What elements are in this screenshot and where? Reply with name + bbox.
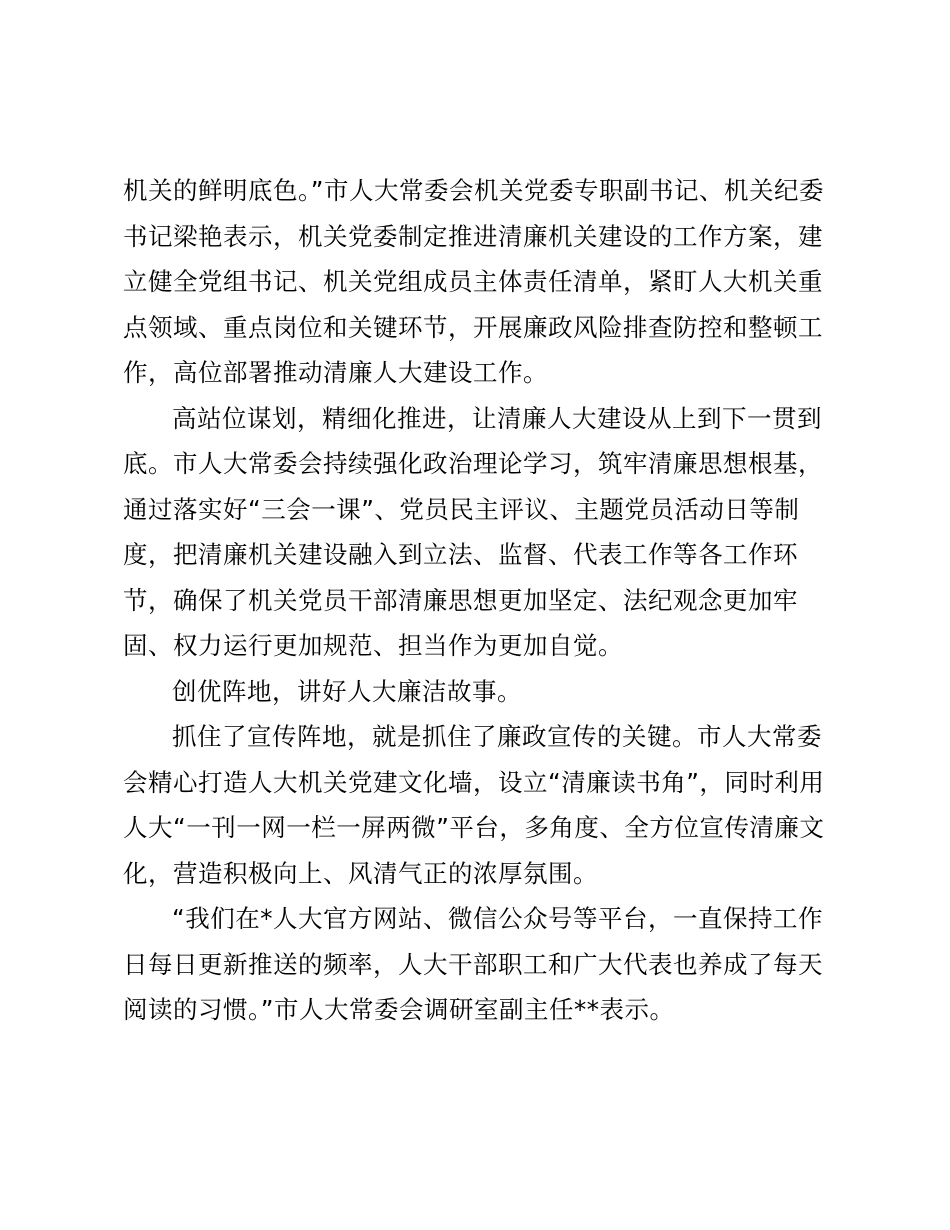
paragraph-line: 高站位谋划，精细化推进，让清廉人大建设从上到下一贯到 [172,403,822,433]
paragraph-line: “我们在*人大官方网站、微信公众号等平台，一直保持工作 [172,904,823,933]
paragraph-line: 日每日更新推送的频率，人大干部职工和广大代表也养成了每天 [123,949,823,979]
paragraph-line: 机关的鲜明底色。”市人大常委会机关党委专职副书记、机关纪委 [123,176,824,205]
paragraph-line: 阅读的习惯。”市人大常委会调研室副主任**表示。 [123,995,675,1024]
paragraph [123,669,835,715]
paragraph [123,714,835,896]
paragraph-line: 人大“一刊一网一栏一屏两微”平台，多角度、全方位宣传清廉文 [123,813,825,842]
paragraph-line: 固、权力运行更加规范、担当作为更加自觉。 [123,631,623,660]
paragraph-line: 创优阵地，讲好人大廉洁故事。 [172,676,522,706]
paragraph [123,896,835,1033]
paragraph-line: 作，高位部署推动清廉人大建设工作。 [123,358,548,387]
paragraph-line: 通过落实好“三会一课”、党员民主评议、主题党员活动日等制 [123,494,800,524]
paragraph-line: 底。市人大常委会持续强化政治理论学习，筑牢清廉思想根基， [123,449,823,478]
paragraph-line: 会精心打造人大机关党建文化墙，设立“清廉读书角”，同时利用 [123,767,825,797]
paragraph-line: 立健全党组书记、机关党组成员主体责任清单，紧盯人大机关重 [123,267,823,296]
document-body [123,168,835,1033]
paragraph [123,396,835,669]
paragraph-line: 书记梁艳表示，机关党委制定推进清廉机关建设的工作方案，建 [123,221,823,251]
paragraph-line: 度，把清廉机关建设融入到立法、监督、代表工作等各工作环 [123,540,798,569]
paragraph [123,168,835,396]
paragraph-line: 抓住了宣传阵地，就是抓住了廉政宣传的关键。市人大常委 [172,722,822,751]
paragraph-line: 点领域、重点岗位和关键环节，开展廉政风险排查防控和整顿工 [123,312,823,342]
paragraph-line: 化，营造积极向上、风清气正的浓厚氛围。 [123,858,598,888]
paragraph-line: 节，确保了机关党员干部清廉思想更加坚定、法纪观念更加牢 [123,585,798,615]
